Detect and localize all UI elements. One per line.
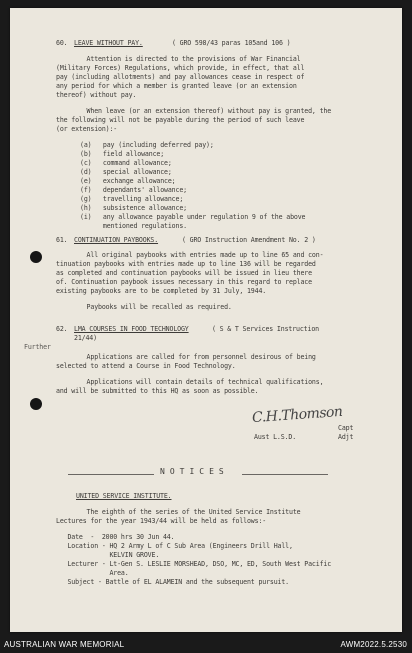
para60-intro-line: Attention is directed to the provisions of War Financial bbox=[56, 55, 301, 63]
para60-item: (e) exchange allowance; bbox=[80, 177, 176, 185]
para60-second-line: (or extension):- bbox=[56, 125, 118, 133]
notices-heading: UNITED SERVICE INSTITUTE. bbox=[76, 492, 172, 500]
para60-number: 60. bbox=[56, 39, 68, 47]
para60-intro-line: thereof) without pay. bbox=[56, 91, 137, 99]
para62-body2-line: and will be submitted to this HQ as soon as possible. bbox=[56, 387, 259, 395]
para62-reference-number: 21/44) bbox=[74, 334, 97, 342]
para61-reference: ( GRO Instruction Amendment No. 2 ) bbox=[182, 236, 316, 244]
para62-handwritten-note: Further bbox=[24, 343, 51, 351]
para60-item: mentioned regulations. bbox=[80, 222, 187, 230]
punch-hole-bottom bbox=[30, 398, 42, 410]
para60-heading: LEAVE WITHOUT PAY. bbox=[74, 39, 143, 47]
para61-body-line: existing paybooks are to be completed by 31 July, 1944. bbox=[56, 287, 267, 295]
para60-item: (a) pay (including deferred pay); bbox=[80, 141, 214, 149]
notices-rule-right bbox=[242, 474, 328, 475]
para61-heading: CONTINUATION PAYBOOKS. bbox=[74, 236, 159, 244]
notices-detail-line: Lecturer - Lt-Gen S. LESLIE MORSHEAD, DSO, MC, ED, South West Pacific bbox=[56, 560, 332, 568]
para61-body-line: All original paybooks with entries made up to line 65 and con- bbox=[56, 251, 324, 259]
para60-item: (i) any allowance payable under regulation 9 of the above bbox=[80, 213, 306, 221]
para60-intro-line: (Military Forces) Regulations, which provide, in effect, that all bbox=[56, 64, 305, 72]
para61-number: 61. bbox=[56, 236, 68, 244]
footer-accession-number: AWM2022.5.2530 bbox=[340, 640, 407, 649]
para60-second-line: the following will not be payable during the period of such leave bbox=[56, 116, 305, 124]
para60-intro-line: any period for which a member is granted leave (or an extension bbox=[56, 82, 297, 90]
para61-recall: Paybooks will be recalled as required. bbox=[56, 303, 232, 311]
para60-reference: ( GRO 598/43 paras 105and 106 ) bbox=[172, 39, 291, 47]
para62-body2-line: Applications will contain details of technical qualifications, bbox=[56, 378, 324, 386]
para61-body-line: as completed and continuation paybooks will be issued in lieu there bbox=[56, 269, 312, 277]
notices-title: NOTICES bbox=[160, 467, 229, 476]
para61-body-line: of. Continuation paybook issues necessary in this regard to replace bbox=[56, 278, 312, 286]
para62-body-line: Applications are called for from personnel desirous of being bbox=[56, 353, 316, 361]
para61-body-line: tinuation paybooks with entries made up to line 136 will be regarded bbox=[56, 260, 316, 268]
handwritten-signature: C.H.Thomson bbox=[251, 403, 343, 427]
signature-rank: Capt bbox=[338, 424, 354, 432]
para60-item: (g) travelling allowance; bbox=[80, 195, 184, 203]
para62-reference: ( S & T Services Instruction bbox=[212, 325, 319, 333]
notices-intro-line: The eighth of the series of the United Service Institute bbox=[56, 508, 301, 516]
para60-item: (c) command allowance; bbox=[80, 159, 172, 167]
para62-body-line: selected to attend a Course in Food Technology. bbox=[56, 362, 236, 370]
notices-intro-line: Lectures for the year 1943/44 will be held as follows:- bbox=[56, 517, 267, 525]
footer-collection-name: AUSTRALIAN WAR MEMORIAL bbox=[4, 640, 125, 649]
para62-heading: LMA COURSES IN FOOD TECHNOLOGY bbox=[74, 325, 189, 333]
signature-role: Adjt bbox=[338, 433, 354, 441]
para62-number: 62. bbox=[56, 325, 68, 333]
notices-rule-left bbox=[68, 474, 154, 475]
notices-detail-line: Area. bbox=[56, 569, 129, 577]
para60-item: (d) special allowance; bbox=[80, 168, 172, 176]
notices-detail-line: KELVIN GROVE. bbox=[56, 551, 160, 559]
para60-intro-line: pay (including allotments) and pay allowances cease in respect of bbox=[56, 73, 305, 81]
punch-hole-top bbox=[30, 251, 42, 263]
para60-second-line: When leave (or an extension thereof) without pay is granted, the bbox=[56, 107, 332, 115]
notices-detail-line: Location - HQ 2 Army L of C Sub Area (Engineers Drill Hall, bbox=[56, 542, 293, 550]
para60-item: (f) dependants' allowance; bbox=[80, 186, 187, 194]
signature-unit: Aust L.S.D. bbox=[254, 433, 297, 441]
notices-detail-line: Date - 2000 hrs 30 Jun 44. bbox=[56, 533, 175, 541]
para60-item: (h) subsistence allowance; bbox=[80, 204, 187, 212]
document-page bbox=[10, 8, 402, 632]
para60-item: (b) field allowance; bbox=[80, 150, 165, 158]
notices-detail-line: Subject - Battle of EL ALAMEIN and the subsequent pursuit. bbox=[56, 578, 290, 586]
